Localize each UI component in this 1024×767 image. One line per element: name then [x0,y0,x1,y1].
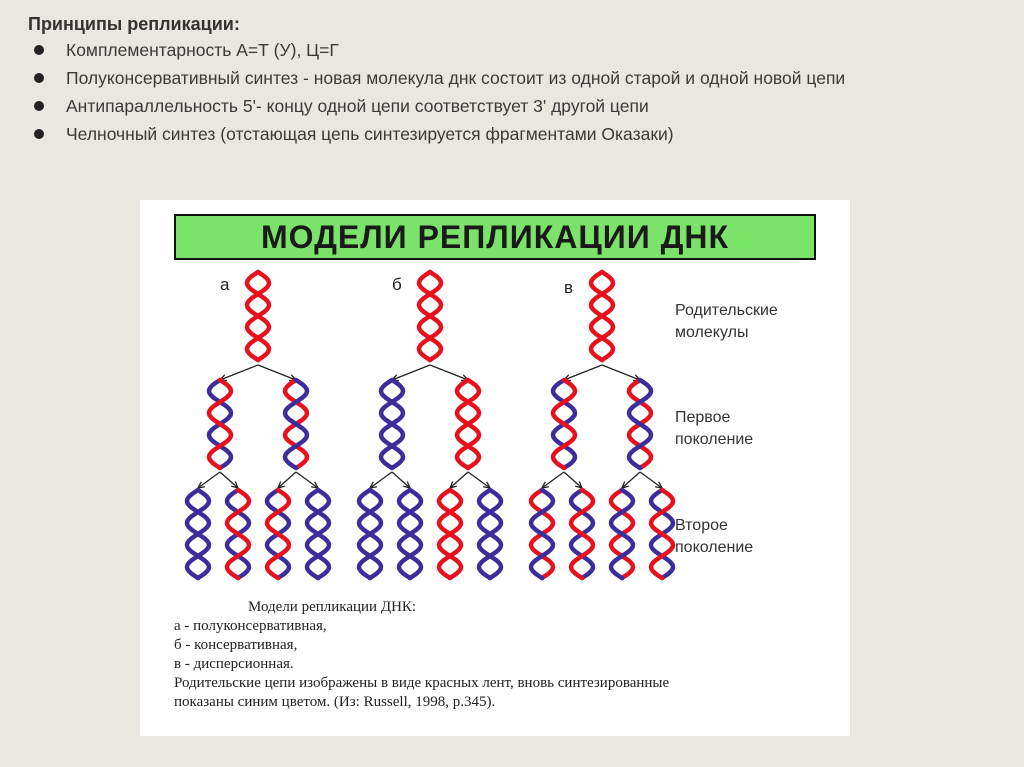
arrow-line [640,472,662,488]
dna-helix [399,490,421,578]
dna-strand [381,380,403,468]
arrow-line [370,472,392,488]
dna-strand [479,490,501,578]
caption-line: показаны синим цветом. (Из: Russell, 1998, р.345). [174,694,496,710]
dna-helix [381,380,403,468]
bullet-icon [34,101,44,111]
dna-strand [531,490,553,578]
figure-caption [174,598,814,712]
dna-strand [247,272,269,360]
dna-strand [399,490,421,578]
dna-strand [307,490,329,578]
arrow-line [564,365,602,380]
model-letter-a: а [220,275,230,294]
dna-helix [419,272,441,360]
principles-section [28,12,988,150]
replication-diagram [140,200,850,600]
principle-text: Антипараллельность 5'- концу одной цепи соответствует 3' другой цепи [66,96,649,116]
arrows-layer [198,365,662,488]
dna-strand [439,490,461,578]
dna-helix [247,272,269,360]
caption-line: а - полуконсервативная, [174,618,327,634]
dna-strand [285,380,307,468]
dna-strand [267,490,289,578]
row-label-second-2: поколение [675,539,754,556]
figure-banner: МОДЕЛИ РЕПЛИКАЦИИ ДНК [174,214,816,260]
dna-helix [457,380,479,468]
arrow-line [564,472,582,488]
model-letter-v: в [564,278,574,297]
arrow-line [392,365,430,380]
dna-helix [359,490,381,578]
replication-figure [140,200,850,736]
helices-layer [187,272,673,578]
dna-strand [611,490,633,578]
bullet-icon [34,129,44,139]
caption-line: в - дисперсионная. [174,656,294,672]
model-letter-b: б [392,275,402,294]
principle-item [28,38,988,62]
dna-helix [267,490,289,578]
dna-strand [227,490,249,578]
dna-strand [629,380,651,468]
principle-text: Челночный синтез (отстающая цепь синтезируется фрагментами Оказаки) [66,124,674,144]
dna-strand [651,490,673,578]
dna-helix [187,490,209,578]
arrow-line [602,365,640,380]
row-label-parent-1: Родительские [675,302,778,319]
dna-helix [531,490,553,578]
dna-strand [591,272,613,360]
caption-line: Родительские цепи изображены в виде красных лент, вновь синтезированные [174,675,670,691]
dna-helix [479,490,501,578]
dna-strand [457,380,479,468]
row-label-parent-2: молекулы [675,324,749,341]
caption-line: б - консервативная, [174,637,298,653]
principle-item [28,94,988,118]
dna-helix [591,272,613,360]
dna-strand [187,490,209,578]
principle-text: Комплементарность А=Т (У), Ц=Г [66,40,339,60]
arrow-line [542,472,564,488]
row-label-second-1: Второе [675,517,728,534]
dna-helix [439,490,461,578]
arrow-line [258,365,296,380]
arrow-line [278,472,296,488]
dna-helix [629,380,651,468]
dna-helix [611,490,633,578]
row-label-first-1: Первое [675,409,731,426]
dna-helix [209,380,231,468]
row-label-first-2: поколение [675,431,754,448]
arrow-line [468,472,490,488]
arrow-line [296,472,318,488]
dna-strand [571,490,593,578]
principle-text: Полуконсервативный синтез - новая молекула днк состоит из одной старой и одной новой цепи [66,68,846,88]
dna-strand [209,380,231,468]
dna-helix [227,490,249,578]
arrow-line [450,472,468,488]
dna-helix [307,490,329,578]
principle-item [28,122,988,146]
arrow-line [220,365,258,380]
dna-strand [359,490,381,578]
dna-helix [571,490,593,578]
bullet-icon [34,45,44,55]
principles-list [28,38,988,146]
arrow-line [622,472,640,488]
dna-strand [419,272,441,360]
dna-helix [651,490,673,578]
bullet-icon [34,73,44,83]
arrow-line [198,472,220,488]
caption-title: Модели репликации ДНК: [248,599,417,615]
arrow-line [430,365,468,380]
dna-helix [285,380,307,468]
principles-heading: Принципы репликации: [28,14,240,34]
dna-helix [553,380,575,468]
arrow-line [220,472,238,488]
arrow-line [392,472,410,488]
dna-strand [553,380,575,468]
principle-item [28,66,988,90]
